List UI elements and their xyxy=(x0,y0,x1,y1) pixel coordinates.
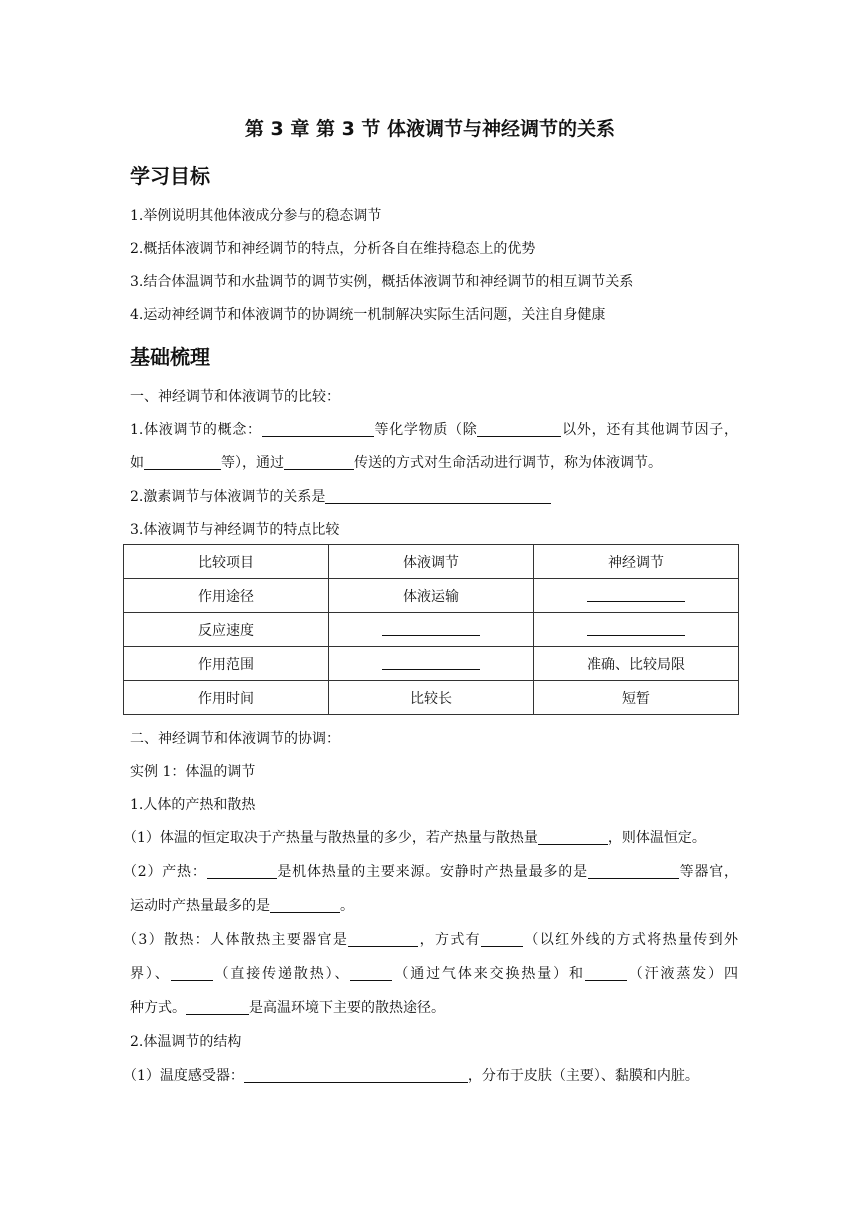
text: ，则体温恒定。 xyxy=(607,830,706,846)
part1-heading: 一、神经调节和体液调节的比较： xyxy=(130,389,340,405)
table-header-row xyxy=(124,545,739,579)
concept-line-1 xyxy=(130,419,738,439)
text: （直接传递散热）、 xyxy=(212,966,351,982)
text: （1）温度感受器： xyxy=(123,1068,244,1084)
text: 传送的方式对生命活动进行调节，称为体液调节。 xyxy=(354,455,662,471)
table-cell: 准确、比较局限 xyxy=(534,647,739,681)
fill-blank[interactable] xyxy=(382,655,480,670)
table-row xyxy=(124,613,739,647)
table-cell-blank[interactable] xyxy=(534,579,739,613)
text: （2）产热： xyxy=(123,864,207,880)
comparison-table xyxy=(123,544,739,715)
text: （通过气体来交换热量）和 xyxy=(392,966,585,982)
concept-line-2 xyxy=(130,452,662,472)
text: 等器官， xyxy=(678,864,738,880)
basics-heading: 基础梳理 xyxy=(130,345,210,369)
table-cell: 作用途径 xyxy=(124,579,329,613)
fill-blank[interactable] xyxy=(587,587,685,602)
compare-title: 3.体液调节与神经调节的特点比较 xyxy=(130,522,340,538)
text: 1.体液调节的概念： xyxy=(130,422,262,438)
table-cell-blank[interactable] xyxy=(329,647,534,681)
goal-item: 4.运动神经调节和体液调节的协调统一机制解决实际生活问题，关注自身健康 xyxy=(130,307,606,323)
fill-blank[interactable] xyxy=(171,965,213,981)
fill-blank[interactable] xyxy=(585,965,627,981)
paragraph-line xyxy=(130,997,445,1017)
text: 。 xyxy=(340,898,354,914)
part2-heading: 二、神经调节和体液调节的协调： xyxy=(130,731,340,747)
table-cell: 比较长 xyxy=(329,681,534,715)
example-title: 实例 1：体温的调节 xyxy=(130,764,256,780)
fill-blank[interactable] xyxy=(207,863,277,879)
text: ，分布于皮肤（主要）、黏膜和内脏。 xyxy=(467,1068,699,1084)
fill-blank[interactable] xyxy=(244,1067,468,1083)
text: （以红外线的方式将热量传到外 xyxy=(523,932,739,948)
fill-blank[interactable] xyxy=(325,488,551,504)
text: （3）散热：人体散热主要器官是 xyxy=(123,932,349,948)
paragraph-line xyxy=(123,929,738,949)
text: （汗液蒸发）四 xyxy=(626,966,739,982)
fill-blank[interactable] xyxy=(348,931,418,947)
fill-blank[interactable] xyxy=(350,965,392,981)
table-cell: 反应速度 xyxy=(124,613,329,647)
page-title: 第 3 章 第 3 节 体液调节与神经调节的关系 xyxy=(244,118,616,140)
fill-blank[interactable] xyxy=(588,863,679,879)
table-row xyxy=(124,647,739,681)
goal-item: 2.概括体液调节和神经调节的特点，分析各自在维持稳态上的优势 xyxy=(130,241,536,257)
table-row xyxy=(124,579,739,613)
table-cell: 体液运输 xyxy=(329,579,534,613)
text: 等化学物质（除 xyxy=(373,422,478,438)
paragraph-line xyxy=(130,895,354,915)
table-header-cell: 比较项目 xyxy=(124,545,329,579)
fill-blank[interactable] xyxy=(270,897,340,913)
text: 是高温环境下主要的散热途径。 xyxy=(249,1000,445,1016)
table-header-cell: 体液调节 xyxy=(329,545,534,579)
subheading: 2.体温调节的结构 xyxy=(130,1034,242,1050)
paragraph-line xyxy=(123,861,738,881)
fill-blank[interactable] xyxy=(284,454,354,470)
table-cell: 作用时间 xyxy=(124,681,329,715)
table-cell-blank[interactable] xyxy=(329,613,534,647)
paragraph-line xyxy=(130,963,738,983)
fill-blank[interactable] xyxy=(186,999,249,1015)
table-cell: 短暂 xyxy=(534,681,739,715)
paragraph-line xyxy=(123,827,706,847)
table-cell-blank[interactable] xyxy=(534,613,739,647)
fill-blank[interactable] xyxy=(587,621,685,636)
goals-heading: 学习目标 xyxy=(130,164,210,188)
text: 是机体热量的主要来源。安静时产热量最多的是 xyxy=(276,864,588,880)
fill-blank[interactable] xyxy=(144,454,221,470)
text: （1）体温的恒定取决于产热量与散热量的多少，若产热量与散热量 xyxy=(123,830,538,846)
subheading: 1.人体的产热和散热 xyxy=(130,797,256,813)
paragraph-line xyxy=(123,1065,699,1085)
text: 种方式。 xyxy=(130,1000,186,1016)
text: 等），通过 xyxy=(221,455,284,471)
table-header-cell: 神经调节 xyxy=(534,545,739,579)
fill-blank[interactable] xyxy=(538,829,608,845)
fill-blank[interactable] xyxy=(477,421,561,437)
goal-item: 3.结合体温调节和水盐调节的调节实例，概括体液调节和神经调节的相互调节关系 xyxy=(130,274,634,290)
text: 界）、 xyxy=(130,966,171,982)
table-row xyxy=(124,681,739,715)
fill-blank[interactable] xyxy=(481,931,523,947)
text: 2.激素调节与体液调节的关系是 xyxy=(130,489,326,505)
text: ，方式有 xyxy=(418,932,482,948)
text: 以外，还有其他调节因子， xyxy=(561,422,739,438)
relation-line xyxy=(130,486,551,506)
fill-blank[interactable] xyxy=(382,621,480,636)
table-cell: 作用范围 xyxy=(124,647,329,681)
fill-blank[interactable] xyxy=(262,421,374,437)
text: 运动时产热量最多的是 xyxy=(130,898,270,914)
goal-item: 1.举例说明其他体液成分参与的稳态调节 xyxy=(130,208,382,224)
text: 如 xyxy=(130,455,144,471)
